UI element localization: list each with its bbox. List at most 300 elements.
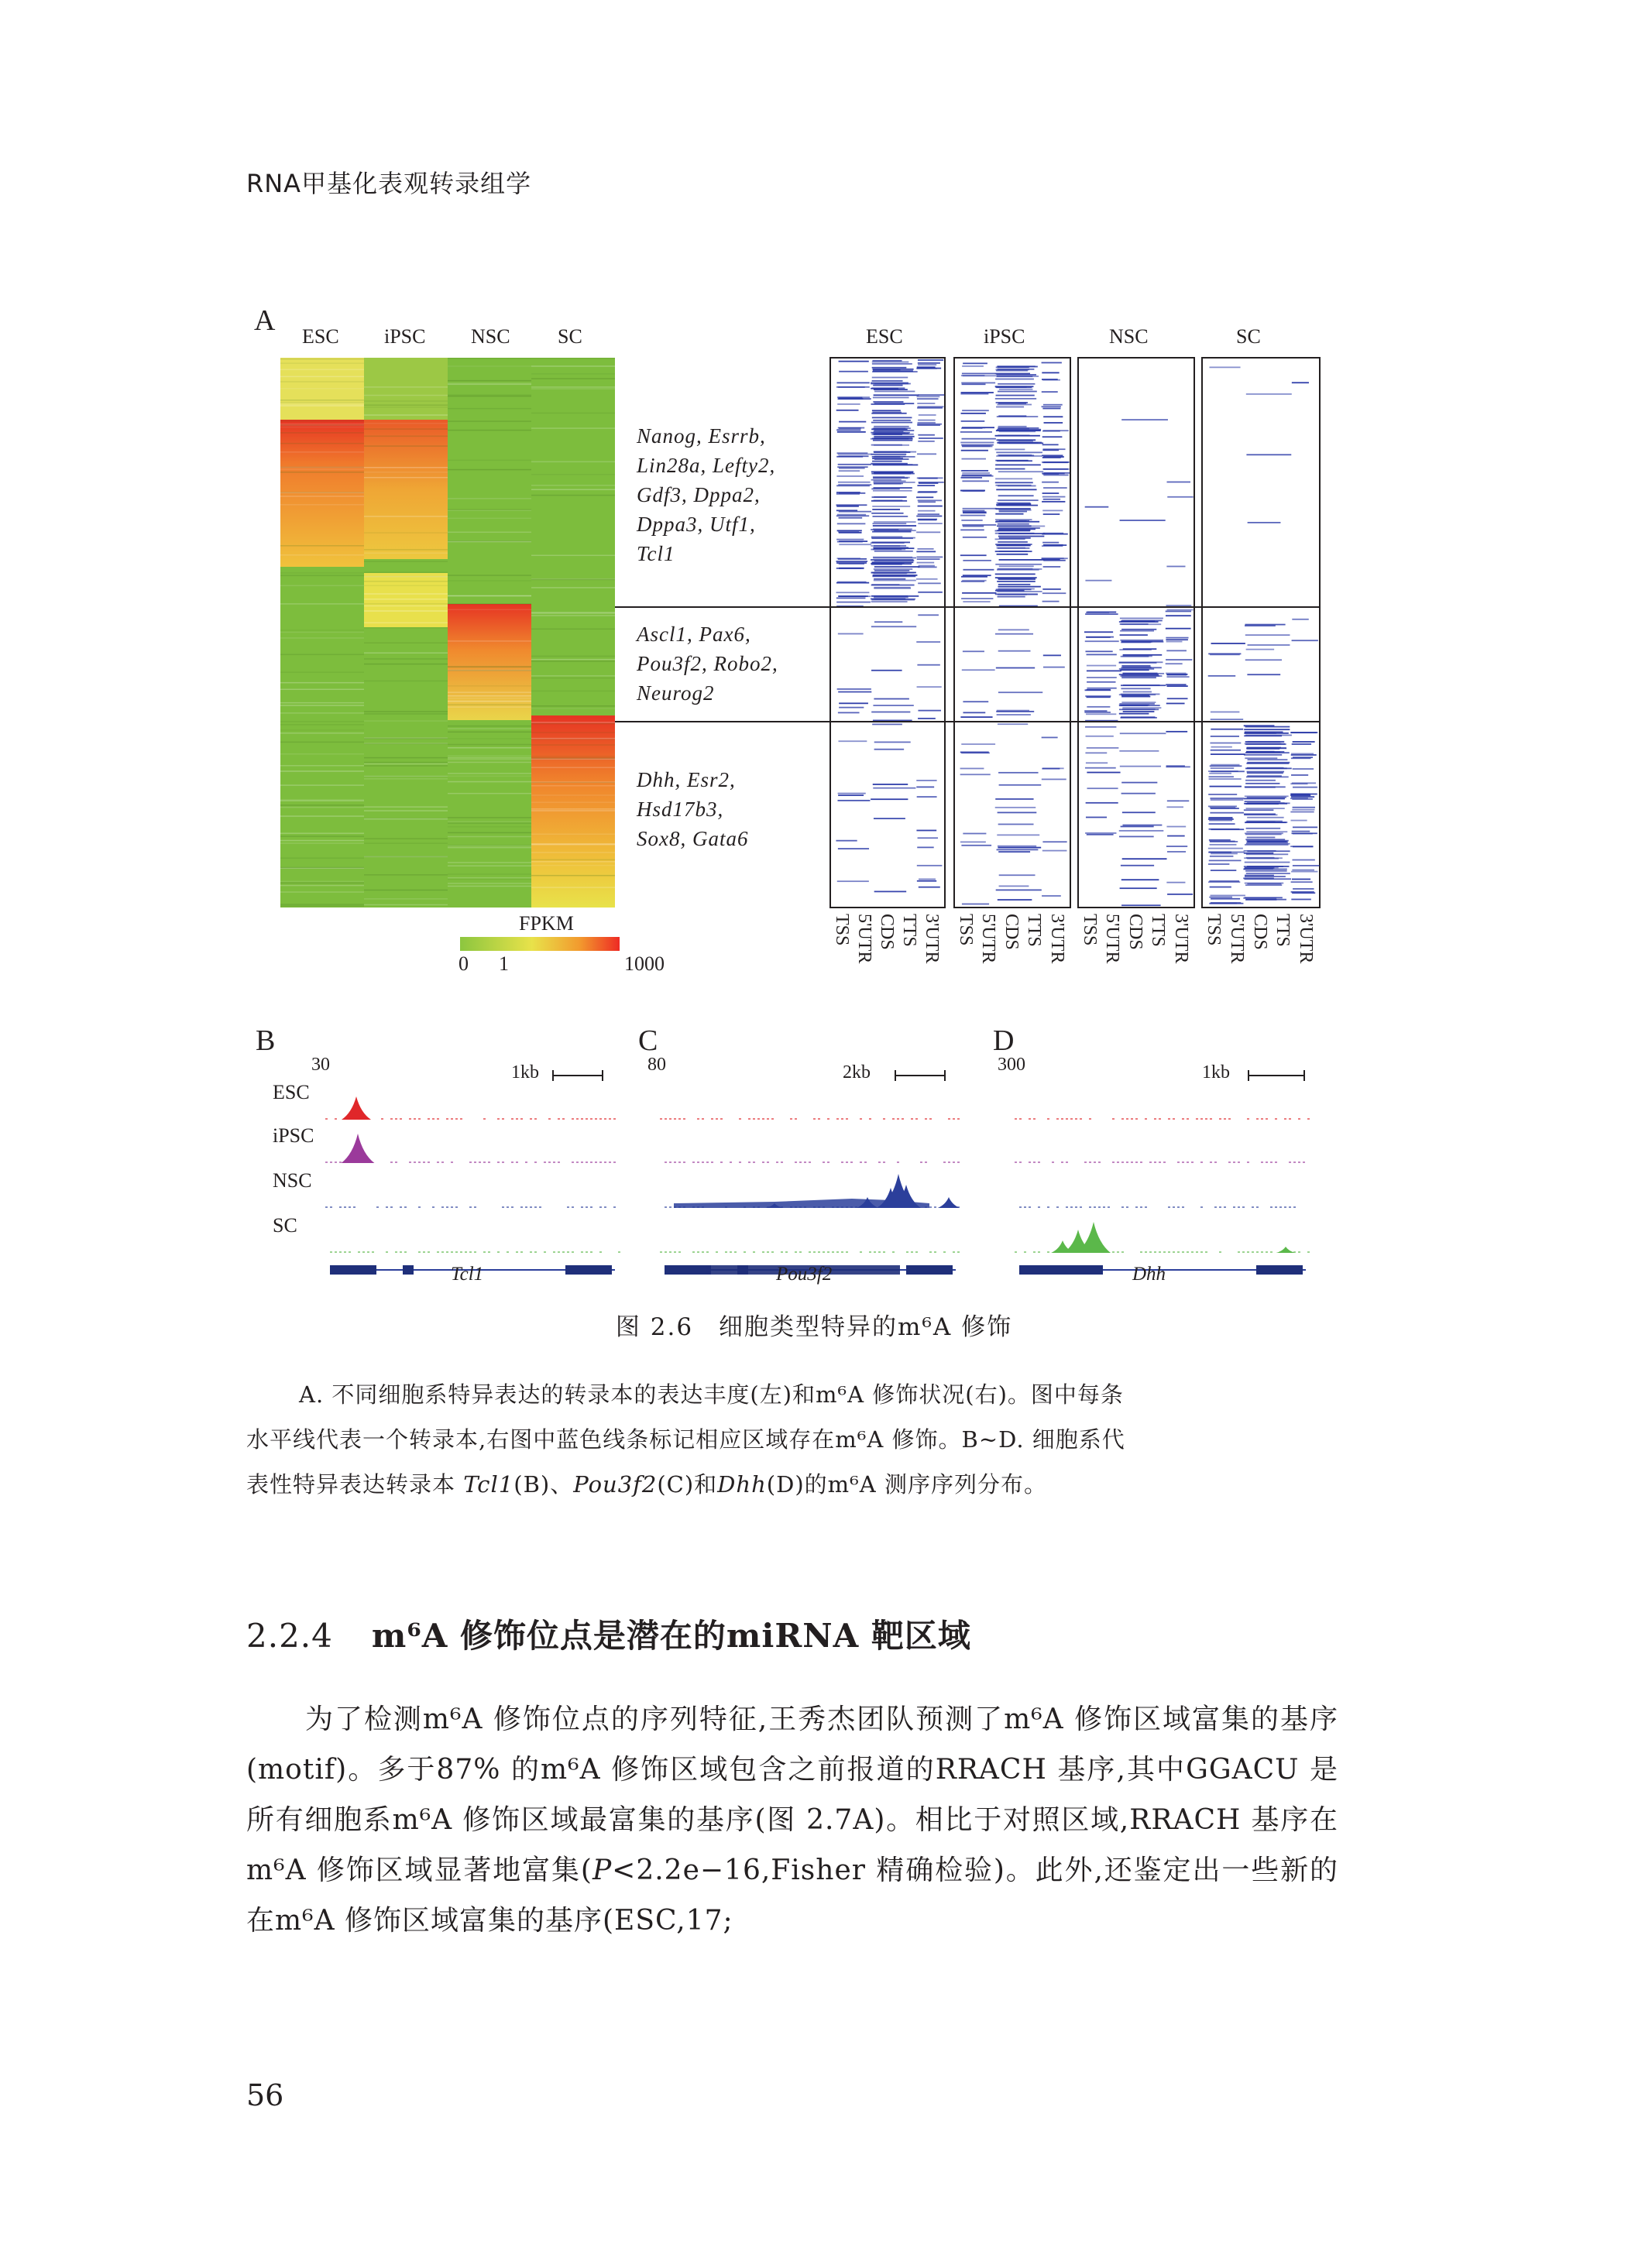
coverage-noise [1029, 1206, 1031, 1208]
heat-streak [280, 425, 364, 427]
m6a-line [1291, 871, 1317, 873]
m6a-line [1211, 753, 1245, 755]
coverage-noise [762, 1118, 764, 1120]
coverage-noise [1047, 1206, 1049, 1208]
coverage-noise [609, 1161, 611, 1163]
heat-streak [448, 879, 531, 880]
m6a-line [836, 510, 857, 511]
m6a-line [997, 834, 1039, 835]
m6a-line [998, 723, 1028, 725]
m6a-line [1209, 880, 1239, 882]
coverage-noise [948, 1118, 950, 1120]
m6a-line [961, 450, 988, 451]
m6a-line [1042, 779, 1066, 781]
heat-streak [364, 778, 448, 780]
heat-streak [448, 384, 531, 386]
coverage-noise [781, 1251, 783, 1253]
coverage-noise [864, 1161, 867, 1163]
coverage-noise [869, 1251, 871, 1253]
m6a-line [1122, 667, 1151, 668]
heat-streak [364, 720, 448, 722]
m6a-line [1166, 663, 1183, 664]
heat-streak [448, 744, 531, 746]
m6a-line [872, 509, 900, 510]
m6a-col-sc: SC [1236, 325, 1261, 348]
m6a-line [916, 496, 933, 498]
m6a-line [1211, 870, 1236, 871]
heat-streak [531, 833, 615, 835]
m6a-line [1122, 811, 1156, 813]
heat-streak [448, 498, 531, 499]
m6a-line [963, 560, 991, 561]
m6a-line [874, 547, 915, 549]
heat-streak [280, 832, 364, 834]
heat-streak [280, 891, 364, 893]
m6a-line [1208, 863, 1229, 865]
heat-streak [280, 585, 364, 587]
m6a-line [839, 595, 871, 597]
m6a-line [1291, 899, 1310, 901]
coverage-noise [613, 1118, 616, 1120]
heat-streak [448, 781, 531, 783]
m6a-line [1084, 631, 1113, 633]
gene-line: Gdf3, Dppa2, [637, 483, 761, 506]
m6a-line [1208, 817, 1232, 818]
coverage-noise [441, 1206, 444, 1208]
heat-streak [531, 801, 615, 803]
heat-streak [531, 660, 615, 662]
heatmap-col-sc: SC [558, 325, 582, 348]
m6a-line [962, 580, 986, 582]
coverage-noise [446, 1118, 448, 1120]
m6a-line [1087, 747, 1119, 749]
coverage-noise [1284, 1206, 1286, 1208]
heat-streak [280, 504, 364, 506]
m6a-line [1042, 496, 1066, 498]
coverage-noise [883, 1251, 885, 1253]
m6a-line [1122, 858, 1167, 860]
m6a-line [1244, 850, 1276, 852]
m6a-line [874, 456, 905, 458]
m6a-line [1291, 881, 1313, 883]
coverage-noise [1015, 1118, 1017, 1120]
coverage-noise [1154, 1251, 1156, 1253]
m6a-line [1120, 520, 1166, 521]
heat-streak [531, 732, 615, 733]
m6a-line [1042, 767, 1063, 769]
coverage-noise [1293, 1161, 1296, 1163]
m6a-line [998, 383, 1035, 385]
heat-streak [364, 414, 448, 416]
coverage-noise [423, 1161, 425, 1163]
coverage-noise [692, 1161, 695, 1163]
coverage-noise [929, 1206, 932, 1208]
m6a-line [995, 564, 1042, 565]
heat-streak [531, 861, 615, 863]
coverage-noise [813, 1251, 816, 1253]
region-label: TTS [1024, 914, 1045, 947]
heat-streak [280, 654, 364, 656]
m6a-line [1167, 894, 1193, 895]
gene-line: Sox8, Gata6 [637, 827, 749, 850]
legend-line-1: A. 不同细胞系特异表达的转录本的表达丰度(左)和m⁶A 修饰状况(右)。图中每条 [299, 1381, 1124, 1408]
m6a-line [871, 432, 910, 434]
heat-streak [280, 881, 364, 883]
heat-streak [448, 836, 531, 838]
coverage-noise [423, 1251, 425, 1253]
m6a-line [998, 510, 1031, 511]
coverage-noise [1098, 1206, 1101, 1208]
gene-model-exon [1061, 1265, 1100, 1275]
m6a-line [917, 403, 935, 404]
m6a-line [918, 362, 940, 364]
m6a-line [873, 525, 916, 527]
m6a-line [838, 427, 864, 429]
m6a-line [1042, 601, 1060, 602]
heat-streak [280, 432, 364, 434]
m6a-line [1167, 482, 1191, 483]
m6a-line [961, 392, 994, 393]
m6a-line [1209, 823, 1235, 825]
coverage-noise [1159, 1161, 1161, 1163]
m6a-line [1245, 726, 1290, 728]
heat-streak [280, 867, 364, 869]
coverage-noise [1168, 1118, 1170, 1120]
coverage-noise [660, 1251, 662, 1253]
m6a-line [996, 451, 1042, 453]
coverage-noise [669, 1161, 671, 1163]
section-title-text: m⁶A 修饰位点是潜在的miRNA 靶区域 [371, 1617, 971, 1655]
m6a-line [1119, 621, 1159, 623]
coverage-noise [1066, 1161, 1068, 1163]
coverage-noise [465, 1251, 467, 1253]
m6a-line [874, 551, 913, 552]
m6a-line [997, 554, 1029, 555]
m6a-line [1122, 707, 1161, 709]
heat-streak [364, 890, 448, 891]
m6a-line [836, 562, 867, 564]
m6a-line [963, 508, 997, 510]
m6a-line [919, 414, 936, 416]
m6a-line [837, 523, 866, 524]
coverage-noise [762, 1161, 764, 1163]
heat-streak [280, 404, 364, 406]
heat-streak [280, 815, 364, 817]
m6a-line [997, 505, 1039, 506]
m6a-line [1122, 641, 1152, 643]
m6a-line [1042, 449, 1059, 451]
m6a-line [917, 796, 937, 798]
m6a-line [1293, 865, 1320, 866]
m6a-line [998, 536, 1044, 537]
m6a-line [1211, 767, 1234, 769]
m6a-line [999, 559, 1045, 561]
colorbar [460, 937, 620, 951]
m6a-line [960, 393, 988, 395]
coverage-noise [1247, 1251, 1249, 1253]
panel-d-scale: 1kb [1202, 1062, 1230, 1083]
coverage-noise [739, 1118, 741, 1120]
m6a-line [918, 718, 936, 719]
heat-streak [531, 365, 615, 367]
coverage-tracks [325, 1070, 1310, 1275]
heat-streak [364, 571, 448, 573]
colorbar-title: FPKM [519, 912, 574, 935]
m6a-line [995, 398, 1036, 400]
coverage-noise [767, 1251, 769, 1253]
m6a-line [1292, 832, 1317, 834]
m6a-line [1166, 611, 1191, 612]
panel-b-gene: Tcl1 [451, 1264, 484, 1285]
heat-streak [531, 708, 615, 709]
m6a-line [918, 506, 943, 507]
m6a-line [838, 633, 864, 635]
coverage-noise [1205, 1251, 1207, 1253]
m6a-line [919, 478, 938, 479]
m6a-line [836, 561, 867, 562]
m6a-line [918, 499, 942, 501]
m6a-line [960, 431, 992, 433]
m6a-line [1121, 623, 1162, 625]
m6a-line [995, 807, 1036, 808]
gene-model-exon [665, 1265, 711, 1275]
m6a-line [1166, 703, 1185, 705]
m6a-line [1119, 709, 1159, 710]
m6a-line [874, 573, 907, 575]
m6a-line [836, 592, 870, 593]
coverage-noise [469, 1251, 472, 1253]
coverage-noise [781, 1161, 783, 1163]
heat-streak [531, 722, 615, 723]
coverage-noise [799, 1161, 802, 1163]
m6a-line [961, 743, 995, 745]
m6a-line [1166, 659, 1192, 660]
heat-streak [364, 477, 448, 479]
m6a-line [999, 784, 1042, 786]
m6a-line [997, 714, 1031, 715]
m6a-line [995, 464, 1041, 465]
m6a-line [1248, 741, 1285, 743]
coverage-noise [1061, 1118, 1063, 1120]
coverage-noise [469, 1206, 472, 1208]
m6a-line [871, 545, 900, 547]
coverage-noise [1233, 1161, 1235, 1163]
coverage-noise [530, 1251, 532, 1253]
m6a-line [961, 444, 994, 446]
heat-streak [531, 489, 615, 491]
gene-line: Tcl1 [637, 542, 675, 565]
coverage-noise [325, 1206, 328, 1208]
m6a-line [872, 377, 908, 379]
m6a-line [963, 833, 986, 835]
m6a-line [1292, 809, 1314, 811]
coverage-noise [943, 1251, 946, 1253]
m6a-line [995, 798, 1033, 800]
heat-streak [531, 887, 615, 888]
heat-streak [448, 826, 531, 828]
m6a-line [1086, 817, 1107, 818]
m6a-line [960, 442, 994, 444]
gene-group-esc [637, 421, 775, 568]
coverage-noise [1121, 1161, 1124, 1163]
m6a-line [998, 846, 1036, 847]
m6a-line [919, 878, 936, 880]
m6a-line [874, 394, 919, 396]
gene-line: Pou3f2, Robo2, [637, 652, 778, 675]
coverage-noise [665, 1161, 667, 1163]
m6a-line [917, 424, 942, 425]
coverage-noise [590, 1206, 592, 1208]
coverage-noise [1024, 1251, 1026, 1253]
coverage-noise [1103, 1206, 1105, 1208]
coverage-noise [813, 1118, 816, 1120]
coverage-noise [548, 1161, 551, 1163]
m6a-line [1121, 629, 1156, 630]
coverage-noise [1121, 1251, 1124, 1253]
coverage-noise [753, 1251, 755, 1253]
m6a-line [871, 537, 915, 539]
coverage-noise [618, 1251, 620, 1253]
coverage-noise [451, 1251, 453, 1253]
m6a-line [839, 468, 865, 469]
heat-streak [531, 656, 615, 657]
coverage-noise [725, 1251, 727, 1253]
m6a-line [1244, 729, 1290, 730]
section-heading [246, 1611, 971, 1657]
heat-streak [280, 468, 364, 470]
m6a-line [917, 880, 936, 882]
m6a-line [1043, 468, 1068, 470]
coverage-noise [358, 1251, 360, 1253]
coverage-noise [586, 1161, 588, 1163]
m6a-line [999, 511, 1027, 513]
m6a-line [995, 379, 1034, 380]
coverage-noise [911, 1118, 913, 1120]
coverage-noise [330, 1161, 332, 1163]
m6a-line [960, 515, 985, 516]
heat-streak [364, 658, 448, 660]
region-label: CDS [1001, 914, 1022, 950]
m6a-line [1166, 806, 1183, 808]
coverage-noise [1200, 1161, 1203, 1163]
coverage-noise [1270, 1161, 1273, 1163]
m6a-line [1086, 636, 1114, 638]
m6a-line [963, 510, 985, 512]
coverage-noise [795, 1118, 797, 1120]
coverage-noise [609, 1118, 611, 1120]
m6a-line [1166, 637, 1188, 639]
m6a-line [1167, 800, 1189, 801]
coverage-noise [553, 1161, 555, 1163]
heat-streak [531, 474, 615, 475]
m6a-line [872, 360, 902, 362]
heat-streak [280, 637, 364, 639]
coverage-noise [953, 1161, 955, 1163]
m6a-line [1042, 444, 1059, 445]
m6a-line [1292, 640, 1318, 641]
coverage-noise [1033, 1161, 1036, 1163]
m6a-line [998, 435, 1029, 437]
m6a-line [839, 470, 860, 472]
m6a-line [1246, 649, 1274, 650]
m6a-line [1123, 654, 1163, 656]
m6a-line [874, 482, 903, 484]
m6a-line [1244, 733, 1276, 734]
coverage-noise [1121, 1206, 1124, 1208]
coverage-noise [386, 1251, 388, 1253]
m6a-line [963, 512, 987, 513]
coverage-noise [818, 1251, 820, 1253]
m6a-line [1209, 778, 1242, 780]
heat-streak [448, 847, 531, 849]
m6a-line [1245, 624, 1285, 626]
m6a-line [998, 596, 1025, 598]
coverage-noise [1126, 1206, 1128, 1208]
heat-streak [364, 713, 448, 715]
m6a-line [1166, 641, 1183, 643]
m6a-line [838, 482, 871, 483]
heat-streak [280, 682, 364, 684]
coverage-noise [507, 1251, 509, 1253]
heat-streak [364, 856, 448, 858]
coverage-noise [1135, 1118, 1138, 1120]
coverage-noise [479, 1161, 481, 1163]
m6a-line [1290, 794, 1317, 795]
heat-streak [364, 561, 448, 562]
m6a-line [1243, 877, 1274, 879]
m6a-line [839, 532, 862, 534]
m6a-line [1291, 753, 1314, 755]
coverage-noise [534, 1118, 537, 1120]
m6a-line [1245, 783, 1279, 784]
coverage-noise [1177, 1161, 1180, 1163]
m6a-line [1209, 829, 1240, 830]
m6a-line [961, 383, 995, 384]
heat-cell [364, 420, 448, 559]
m6a-line [918, 592, 943, 593]
m6a-line [873, 385, 902, 386]
m6a-line [1086, 713, 1116, 715]
coverage-noise [846, 1118, 848, 1120]
coverage-noise [1145, 1118, 1147, 1120]
m6a-line [874, 621, 902, 623]
heat-streak [531, 555, 615, 557]
m6a-line [1211, 903, 1237, 904]
m6a-line [918, 422, 936, 424]
heatmap-col-esc: ESC [302, 325, 339, 348]
coverage-noise [711, 1161, 713, 1163]
m6a-line [1247, 775, 1282, 777]
m6a-line [997, 365, 1036, 367]
m6a-line [1290, 811, 1314, 813]
coverage-noise [1242, 1251, 1245, 1253]
coverage-noise [892, 1251, 895, 1253]
m6a-line [1084, 712, 1111, 713]
m6a-line [1211, 898, 1240, 900]
m6a-line [998, 533, 1045, 534]
m6a-line [1043, 513, 1060, 515]
coverage-noise [762, 1251, 764, 1253]
m6a-line [961, 375, 984, 376]
coverage-noise [548, 1118, 551, 1120]
m6a-line [918, 420, 935, 421]
m6a-line [871, 626, 916, 627]
m6a-line [1042, 558, 1064, 559]
region-label: 5'UTR [1226, 914, 1247, 964]
coverage-noise [720, 1118, 723, 1120]
coverage-noise [511, 1161, 513, 1163]
coverage-noise [1029, 1118, 1031, 1120]
